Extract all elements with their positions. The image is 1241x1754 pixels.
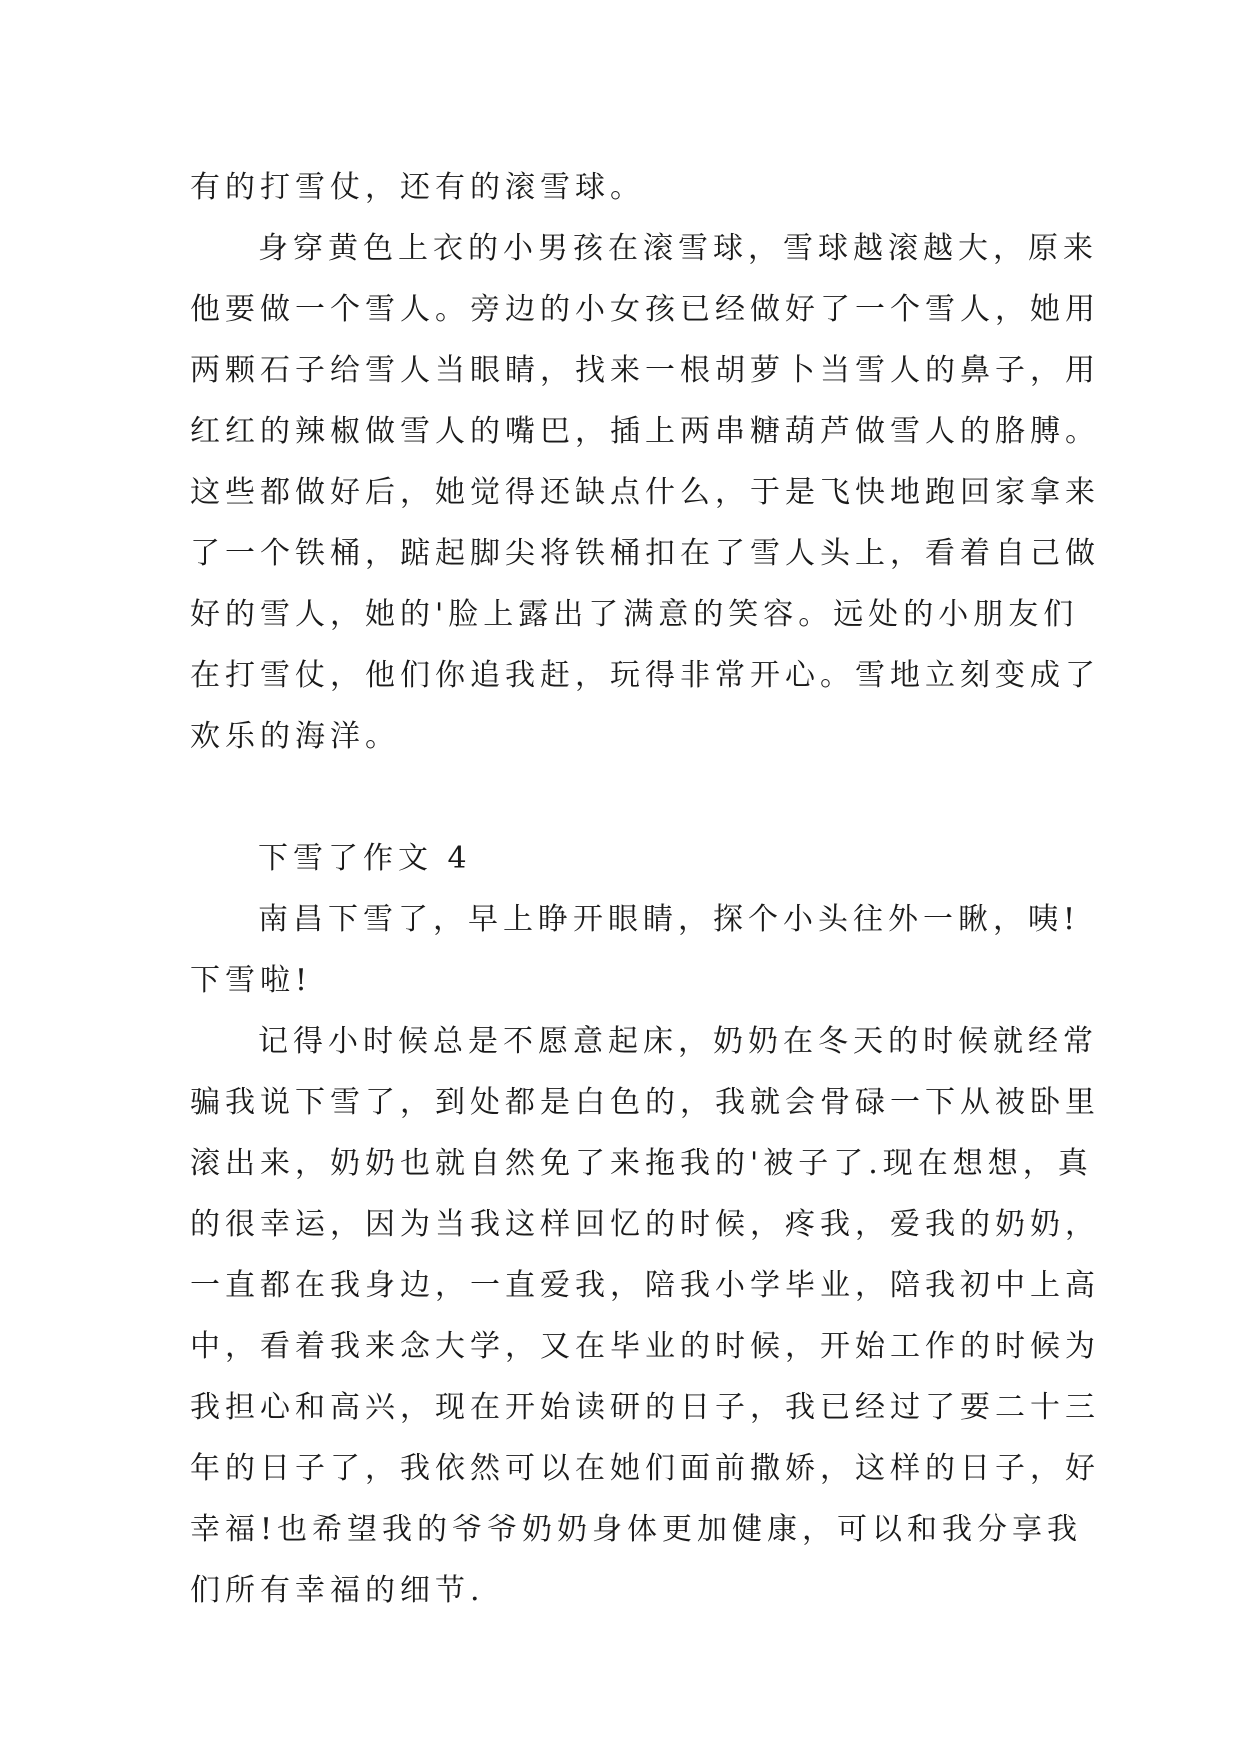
paragraph-line: 有的打雪仗，还有的滚雪球。 — [190, 170, 645, 205]
section-spacer — [190, 767, 1060, 828]
paragraph-line: 红红的辣椒做雪人的嘴巴，插上两串糖葫芦做雪人的胳膊。 — [190, 414, 1100, 449]
document-body — [190, 157, 1100, 1621]
paragraph-line: 中，看着我来念大学，又在毕业的时候，开始工作的时候为 — [190, 1329, 1100, 1364]
paragraph-line: 南昌下雪了，早上睁开眼睛，探个小头往外一瞅，咦! — [258, 902, 1081, 937]
paragraph-line: 一直都在我身边，一直爱我，陪我小学毕业，陪我初中上高 — [190, 1268, 1100, 1303]
paragraph-line: 骗我说下雪了，到处都是白色的，我就会骨碌一下从被卧里 — [190, 1085, 1100, 1120]
paragraph-line: 下雪啦! — [190, 963, 313, 998]
paragraph-line: 们所有幸福的细节. — [190, 1573, 485, 1608]
paragraph-line: 的很幸运，因为当我这样回忆的时候，疼我，爱我的奶奶， — [190, 1207, 1100, 1242]
paragraph-line: 滚出来，奶奶也就自然免了来拖我的'被子了.现在想想，真 — [190, 1146, 1093, 1181]
paragraph-line: 我担心和高兴，现在开始读研的日子，我已经过了要二十三 — [190, 1390, 1100, 1425]
paragraph-line: 年的日子了，我依然可以在她们面前撒娇，这样的日子，好 — [190, 1451, 1100, 1486]
paragraph-line: 这些都做好后，她觉得还缺点什么，于是飞快地跑回家拿来 — [190, 475, 1100, 510]
paragraph-line: 记得小时候总是不愿意起床，奶奶在冬天的时候就经常 — [258, 1024, 1098, 1059]
paragraph-line: 幸福!也希望我的爷爷奶奶身体更加健康，可以和我分享我 — [190, 1512, 1083, 1547]
paragraph-line: 在打雪仗，他们你追我赶，玩得非常开心。雪地立刻变成了 — [190, 658, 1100, 693]
paragraph-line: 他要做一个雪人。旁边的小女孩已经做好了一个雪人，她用 — [190, 292, 1100, 327]
section-title: 下雪了作文 4 — [258, 841, 472, 876]
paragraph-line: 身穿黄色上衣的小男孩在滚雪球，雪球越滚越大，原来 — [258, 231, 1098, 266]
paragraph-line: 好的雪人，她的'脸上露出了满意的笑容。远处的小朋友们 — [190, 597, 1079, 632]
paragraph-line: 了一个铁桶，踮起脚尖将铁桶扣在了雪人头上，看着自己做 — [190, 536, 1100, 571]
paragraph-line: 两颗石子给雪人当眼睛，找来一根胡萝卜当雪人的鼻子，用 — [190, 353, 1100, 388]
paragraph-line: 欢乐的海洋。 — [190, 719, 400, 754]
